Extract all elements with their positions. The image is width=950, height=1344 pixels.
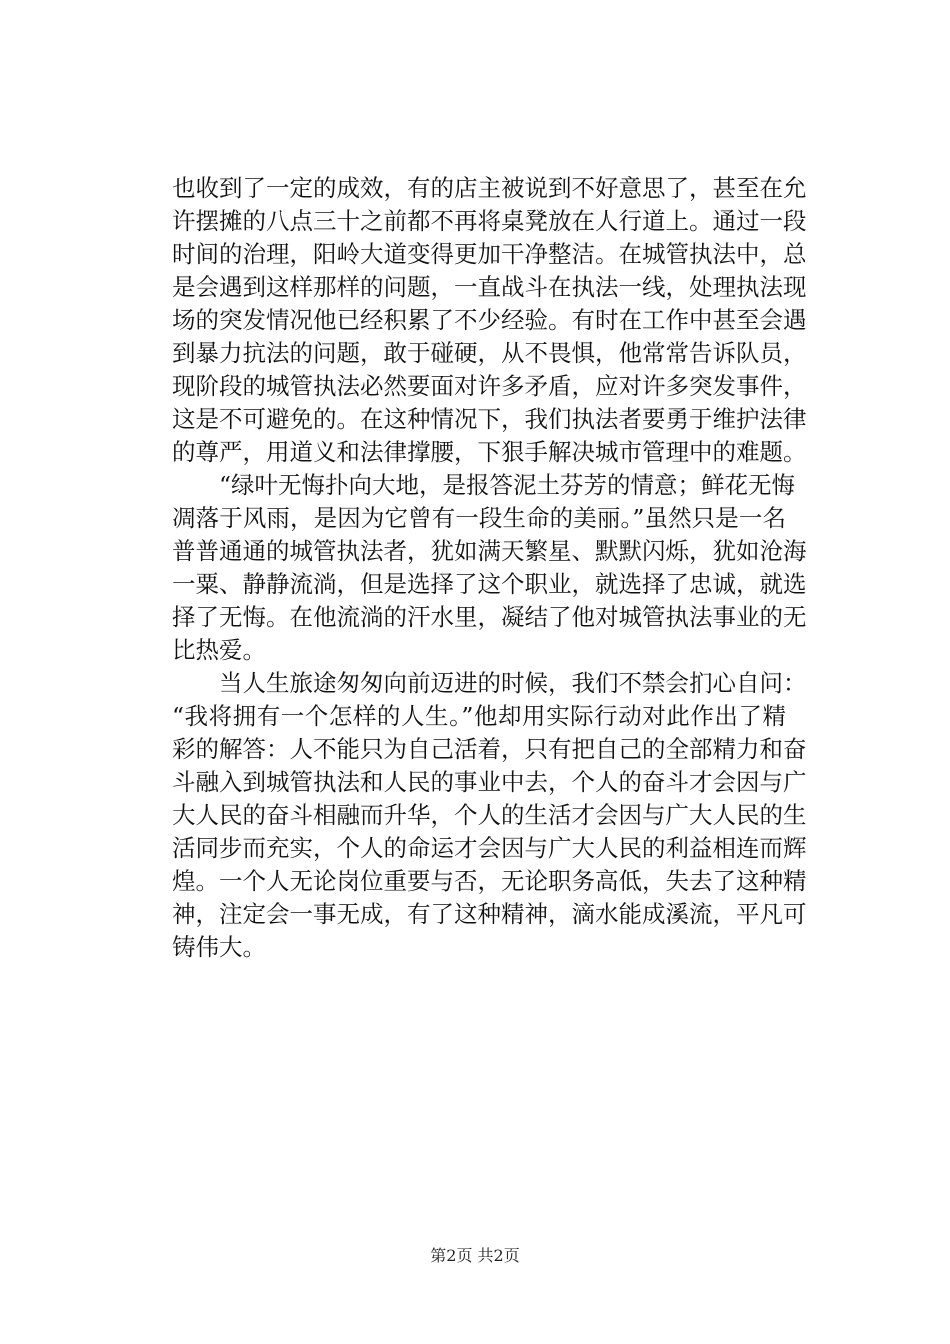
text-line: 普普通通的城管执法者，犹如满天繁星、默默闪烁，犹如沧海 <box>172 537 807 565</box>
text-line: 到暴力抗法的问题，敢于碰硬，从不畏惧，他常常告诉队员， <box>172 339 807 367</box>
text-line: 铸伟大。 <box>172 933 266 961</box>
text-line: 比热爱。 <box>172 636 266 664</box>
text-line: 时间的治理，阳岭大道变得更加干净整洁。在城管执法中，总 <box>172 240 807 268</box>
text-line: 许摆摊的八点三十之前都不再将桌凳放在人行道上。通过一段 <box>172 207 807 235</box>
text-line: 也收到了一定的成效，有的店主被说到不好意思了，甚至在允 <box>172 174 807 202</box>
text-line: 当人生旅途匆匆向前迈进的时候，我们不禁会扪心自问： <box>219 669 807 697</box>
text-line: 一粟、静静流淌，但是选择了这个职业，就选择了忠诚，就选 <box>172 570 807 598</box>
text-line: “绿叶无悔扑向大地，是报答泥土芬芳的情意；鲜花无悔 <box>219 471 796 499</box>
paragraph <box>172 172 807 469</box>
text-line: 凋落于风雨，是因为它曾有一段生命的美丽。”虽然只是一名 <box>172 504 786 532</box>
text-line: 煌。一个人无论岗位重要与否，无论职务高低，失去了这种精 <box>172 867 807 895</box>
paragraph <box>172 469 807 667</box>
text-line: 是会遇到这样那样的问题，一直战斗在执法一线，处理执法现 <box>172 273 807 301</box>
text-line: 斗融入到城管执法和人民的事业中去，个人的奋斗才会因与广 <box>172 768 807 796</box>
text-line: 彩的解答：人不能只为自己活着，只有把自己的全部精力和奋 <box>172 735 807 763</box>
text-line: 神，注定会一事无成，有了这种精神，滴水能成溪流，平凡可 <box>172 900 807 928</box>
page-footer: 第2页 共2页 <box>430 1246 520 1265</box>
text-line: 场的突发情况他已经积累了不少经验。有时在工作中甚至会遇 <box>172 306 807 334</box>
document-body <box>172 172 807 964</box>
text-line: 的尊严，用道义和法律撑腰，下狠手解决城市管理中的难题。 <box>172 438 807 466</box>
text-line: 活同步而充实，个人的命运才会因与广大人民的利益相连而辉 <box>172 834 807 862</box>
text-line: 这是不可避免的。在这种情况下，我们执法者要勇于维护法律 <box>172 405 807 433</box>
text-line: “我将拥有一个怎样的人生。”他却用实际行动对此作出了精 <box>172 702 786 730</box>
text-line: 大人民的奋斗相融而升华，个人的生活才会因与广大人民的生 <box>172 801 807 829</box>
text-line: 择了无悔。在他流淌的汗水里，凝结了他对城管执法事业的无 <box>172 603 807 631</box>
paragraph <box>172 667 807 964</box>
text-line: 现阶段的城管执法必然要面对许多矛盾，应对许多突发事件， <box>172 372 807 400</box>
